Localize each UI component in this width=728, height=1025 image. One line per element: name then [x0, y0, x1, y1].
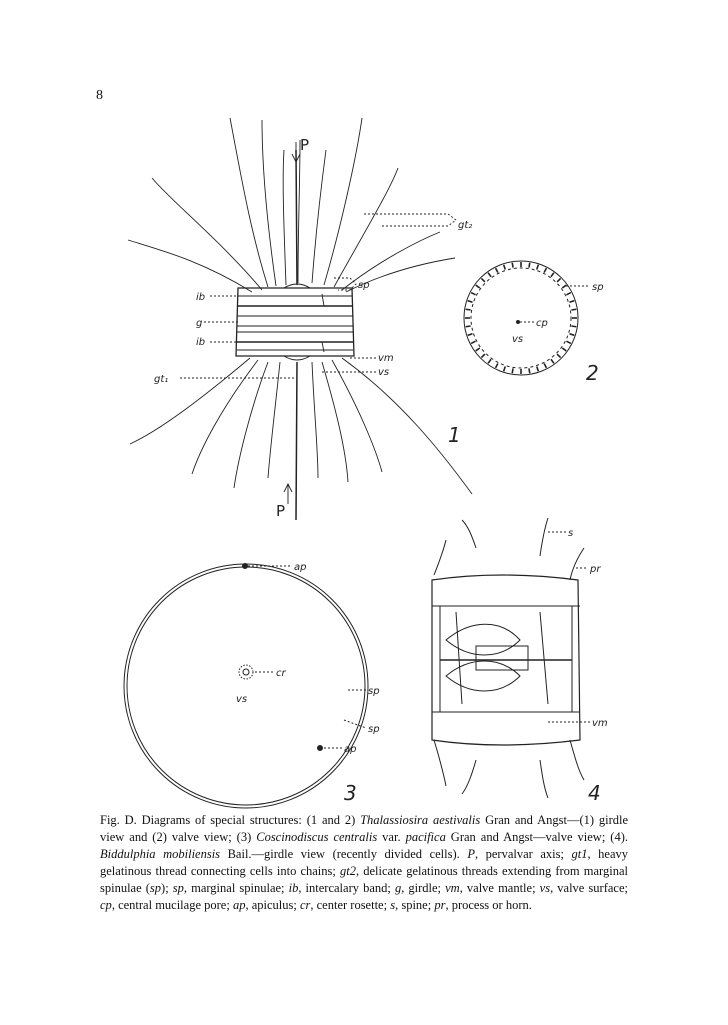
marginal-spinula: [566, 293, 570, 295]
diagram-3-valve-view: [124, 564, 368, 809]
marginal-spinula: [468, 301, 473, 303]
label-g: g: [196, 318, 203, 329]
label-cr: cr: [276, 668, 286, 679]
diagram-2-valve-view: [464, 261, 590, 375]
marginal-spinula: [471, 341, 475, 343]
marginal-spinula: [466, 326, 471, 327]
marginal-spinula: [570, 301, 575, 303]
marginal-spinula: [571, 326, 576, 327]
marginal-spinula: [562, 348, 566, 351]
marginal-spinula: [512, 263, 513, 268]
marginal-spinula: [481, 354, 485, 358]
label-sp-3: sp: [368, 686, 380, 697]
label-vs-2: vs: [512, 334, 524, 345]
marginal-spinula: [544, 268, 546, 272]
label-fig-2: 2: [586, 361, 599, 385]
marginal-spinula: [496, 268, 498, 272]
label-ap-1: ap: [294, 562, 307, 573]
marginal-spinula: [504, 265, 506, 270]
label-vm-2: vm: [592, 718, 608, 729]
label-p-top: P: [300, 136, 310, 154]
marginal-spinula: [468, 334, 473, 336]
label-fig-4: 4: [588, 781, 601, 805]
label-sp-1: sp: [358, 280, 370, 291]
label-vs-3: vs: [236, 694, 248, 705]
marginal-spinula: [551, 359, 554, 363]
marginal-spinula: [557, 278, 561, 282]
marginal-spinula: [481, 278, 485, 282]
marginal-spinula: [551, 273, 554, 277]
marginal-spinula: [488, 273, 491, 277]
marginal-spinula: [496, 363, 498, 367]
label-sp-2: sp: [592, 282, 604, 293]
marginal-spinula: [476, 285, 480, 288]
label-vs-1: vs: [378, 367, 390, 378]
marginal-spinula: [476, 348, 480, 351]
marginal-spinula: [544, 363, 546, 367]
marginal-spinula: [566, 341, 570, 343]
marginal-spinula: [512, 368, 513, 373]
marginal-spinula: [562, 285, 566, 288]
marginal-spinula: [529, 263, 530, 268]
label-vm-1: vm: [378, 353, 394, 364]
marginal-spinula: [571, 309, 576, 310]
label-cp: cp: [536, 318, 548, 329]
marginal-spinula: [471, 293, 475, 295]
label-fig-1: 1: [448, 423, 461, 447]
label-pr: pr: [590, 564, 601, 575]
label-s: s: [568, 528, 574, 539]
label-ib-1: ib: [196, 292, 206, 303]
marginal-spinula: [537, 367, 539, 372]
marginal-spinula: [570, 334, 575, 336]
marginal-spinula: [488, 359, 491, 363]
marginal-spinula: [537, 265, 539, 270]
marginal-spinula: [529, 368, 530, 373]
page-number: 8: [96, 88, 103, 103]
marginal-spinula: [466, 309, 471, 310]
label-p-bottom: P: [276, 502, 286, 520]
marginal-spinula: [557, 354, 561, 358]
label-fig-3: 3: [344, 781, 357, 805]
diagram-1-girdle-view: [128, 118, 472, 520]
label-sp-4: sp: [368, 724, 380, 735]
label-gt2: gt₂: [458, 220, 473, 231]
label-gt1: gt₁: [154, 374, 169, 385]
label-ap-2: ap: [344, 744, 357, 755]
figure-caption: Fig. D. Diagrams of special structures: (1 and 2) Thalassiosira aestivalis Gran and Angst—(1) girdle view and (2) valve view; (3) Coscinodiscus centralis var. pacifica Gran and Angst—valve view; (4). Biddulphia mobiliensis Bail.—girdle view (recently divided cells). P, pervalvar axis; gt1, heavy gelatinous thread connecting cells into chains; gt2, delicate gelatinous threads extending from marginal spinulae (sp); sp, marginal spinulae; ib, intercalary band; g, girdle; vm, valve mantle; vs, valve surface; cp, central mucilage pore; ap, apiculus; cr, center rosette; s, spine; pr, process or horn.: [100, 813, 629, 912]
diagram-4-biddulphia: [432, 518, 590, 798]
marginal-spinula: [504, 367, 506, 372]
label-ib-2: ib: [196, 337, 206, 348]
